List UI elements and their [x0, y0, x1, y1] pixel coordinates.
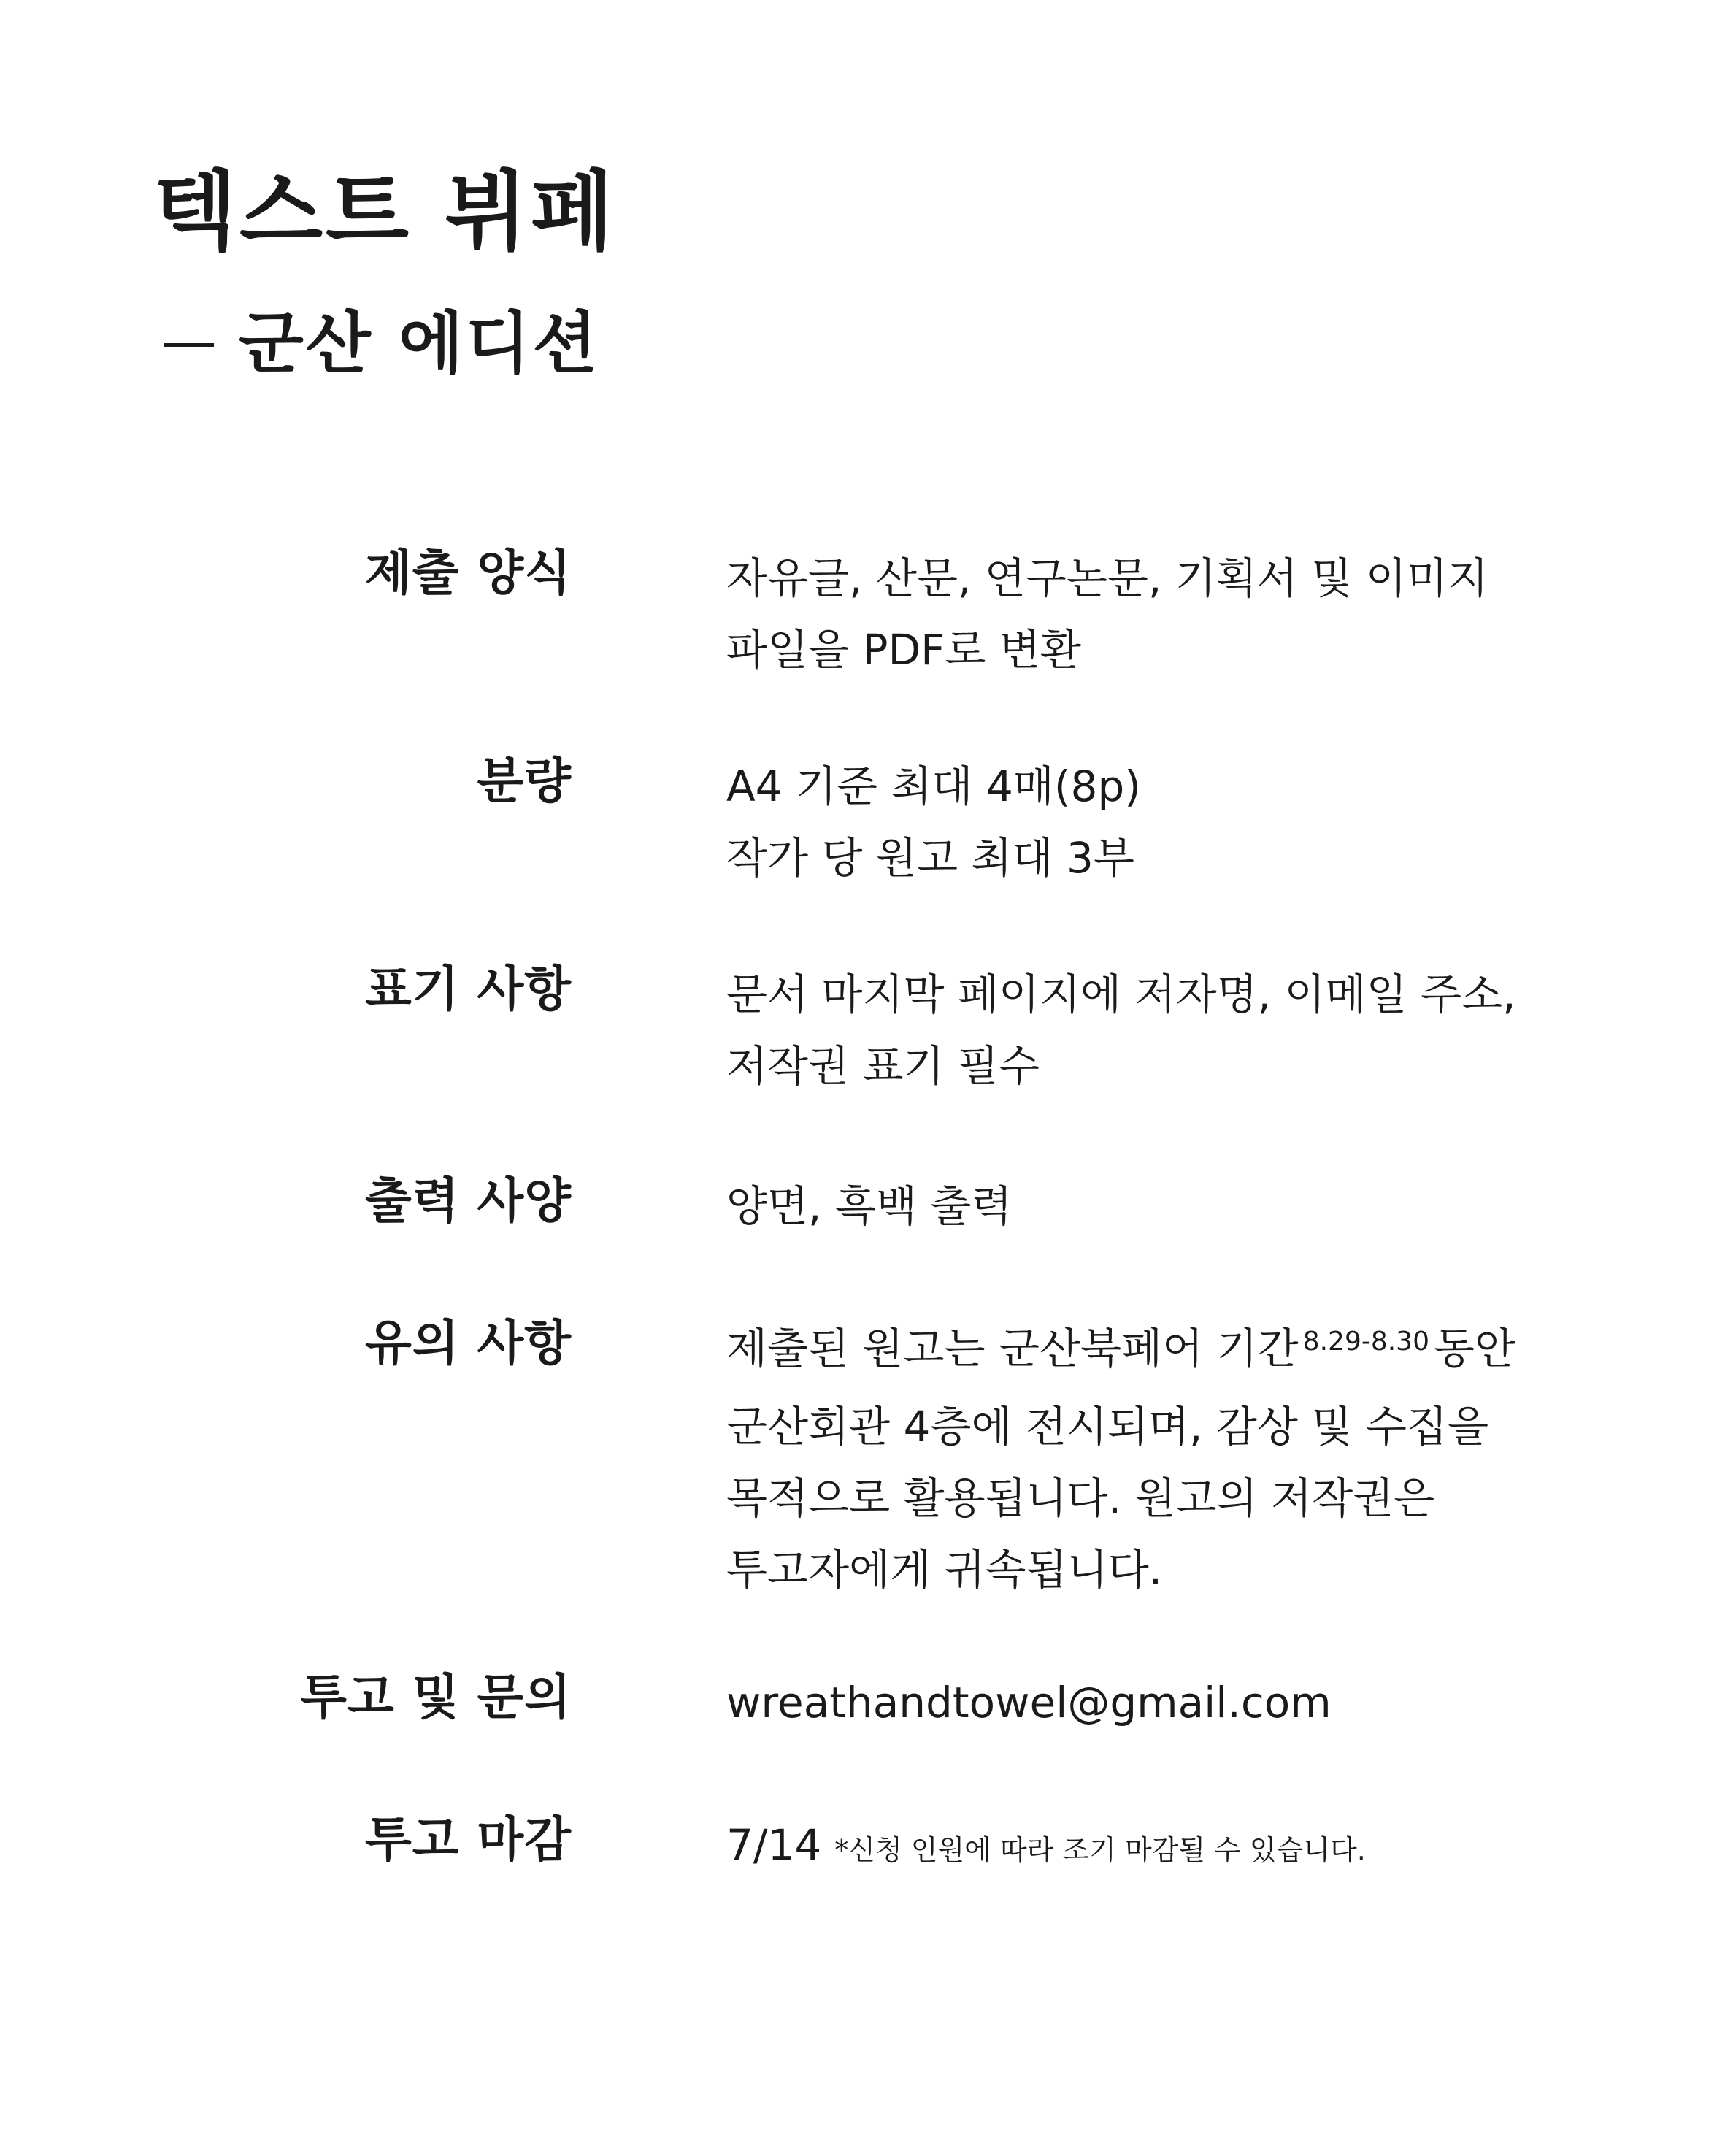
- row-label: 분량: [477, 753, 572, 809]
- row-value: [726, 1313, 1515, 1606]
- deadline-date: 7/14: [726, 1820, 822, 1870]
- row-label: 출력 사양: [364, 1173, 572, 1229]
- value-line: 양면, 흑백 출력: [726, 1181, 1013, 1231]
- value-line: A4 기준 최대 4매(8p): [726, 761, 1141, 811]
- value-line: 문서 마지막 페이지에 저자명, 이메일 주소,: [726, 970, 1516, 1019]
- fair-period: 8.29-8.30: [1302, 1327, 1429, 1357]
- notice-text-after: 동안: [1434, 1324, 1516, 1373]
- notice-text-before: 제출된 원고는 군산북페어 기간: [726, 1324, 1299, 1373]
- value-line: 목적으로 활용됩니다. 원고의 저작권은: [726, 1473, 1435, 1523]
- value-line: 자유글, 산문, 연구논문, 기획서 및 이미지: [726, 553, 1488, 603]
- row-label: 투고 마감: [364, 1811, 572, 1868]
- deadline-note: *신청 인원에 따라 조기 마감될 수 있습니다.: [834, 1834, 1366, 1866]
- value-line: 저작권 표기 필수: [726, 1041, 1040, 1091]
- em-dash: [164, 343, 214, 347]
- row-label: 투고 및 문의: [300, 1669, 572, 1725]
- row-label: 제출 양식: [364, 545, 572, 601]
- value-line: 투고자에게 귀속됩니다.: [726, 1545, 1163, 1595]
- row-value: [726, 751, 1141, 894]
- value-line: 작가 당 원고 최대 3부: [726, 833, 1134, 883]
- value-line: 군산회관 4층에 전시되며, 감상 및 수집을: [726, 1402, 1488, 1451]
- value-line: [726, 1313, 1515, 1391]
- row-label: 표기 사항: [364, 961, 572, 1017]
- row-label: 유의 사항: [364, 1315, 572, 1371]
- row-value: [726, 1809, 1366, 1886]
- row-value: [726, 959, 1516, 1102]
- subtitle-text: 군산 에디션: [239, 304, 600, 383]
- row-value: [726, 1667, 1332, 1738]
- value-line: 파일을 PDF로 변환: [726, 625, 1082, 675]
- contact-email[interactable]: wreathandtowel@gmail.com: [726, 1678, 1332, 1727]
- row-value: [726, 1170, 1012, 1242]
- page-title: 텍스트 뷔페: [153, 161, 618, 262]
- row-value: [726, 542, 1488, 686]
- deadline-line: [726, 1809, 1366, 1886]
- page-subtitle: [164, 296, 599, 391]
